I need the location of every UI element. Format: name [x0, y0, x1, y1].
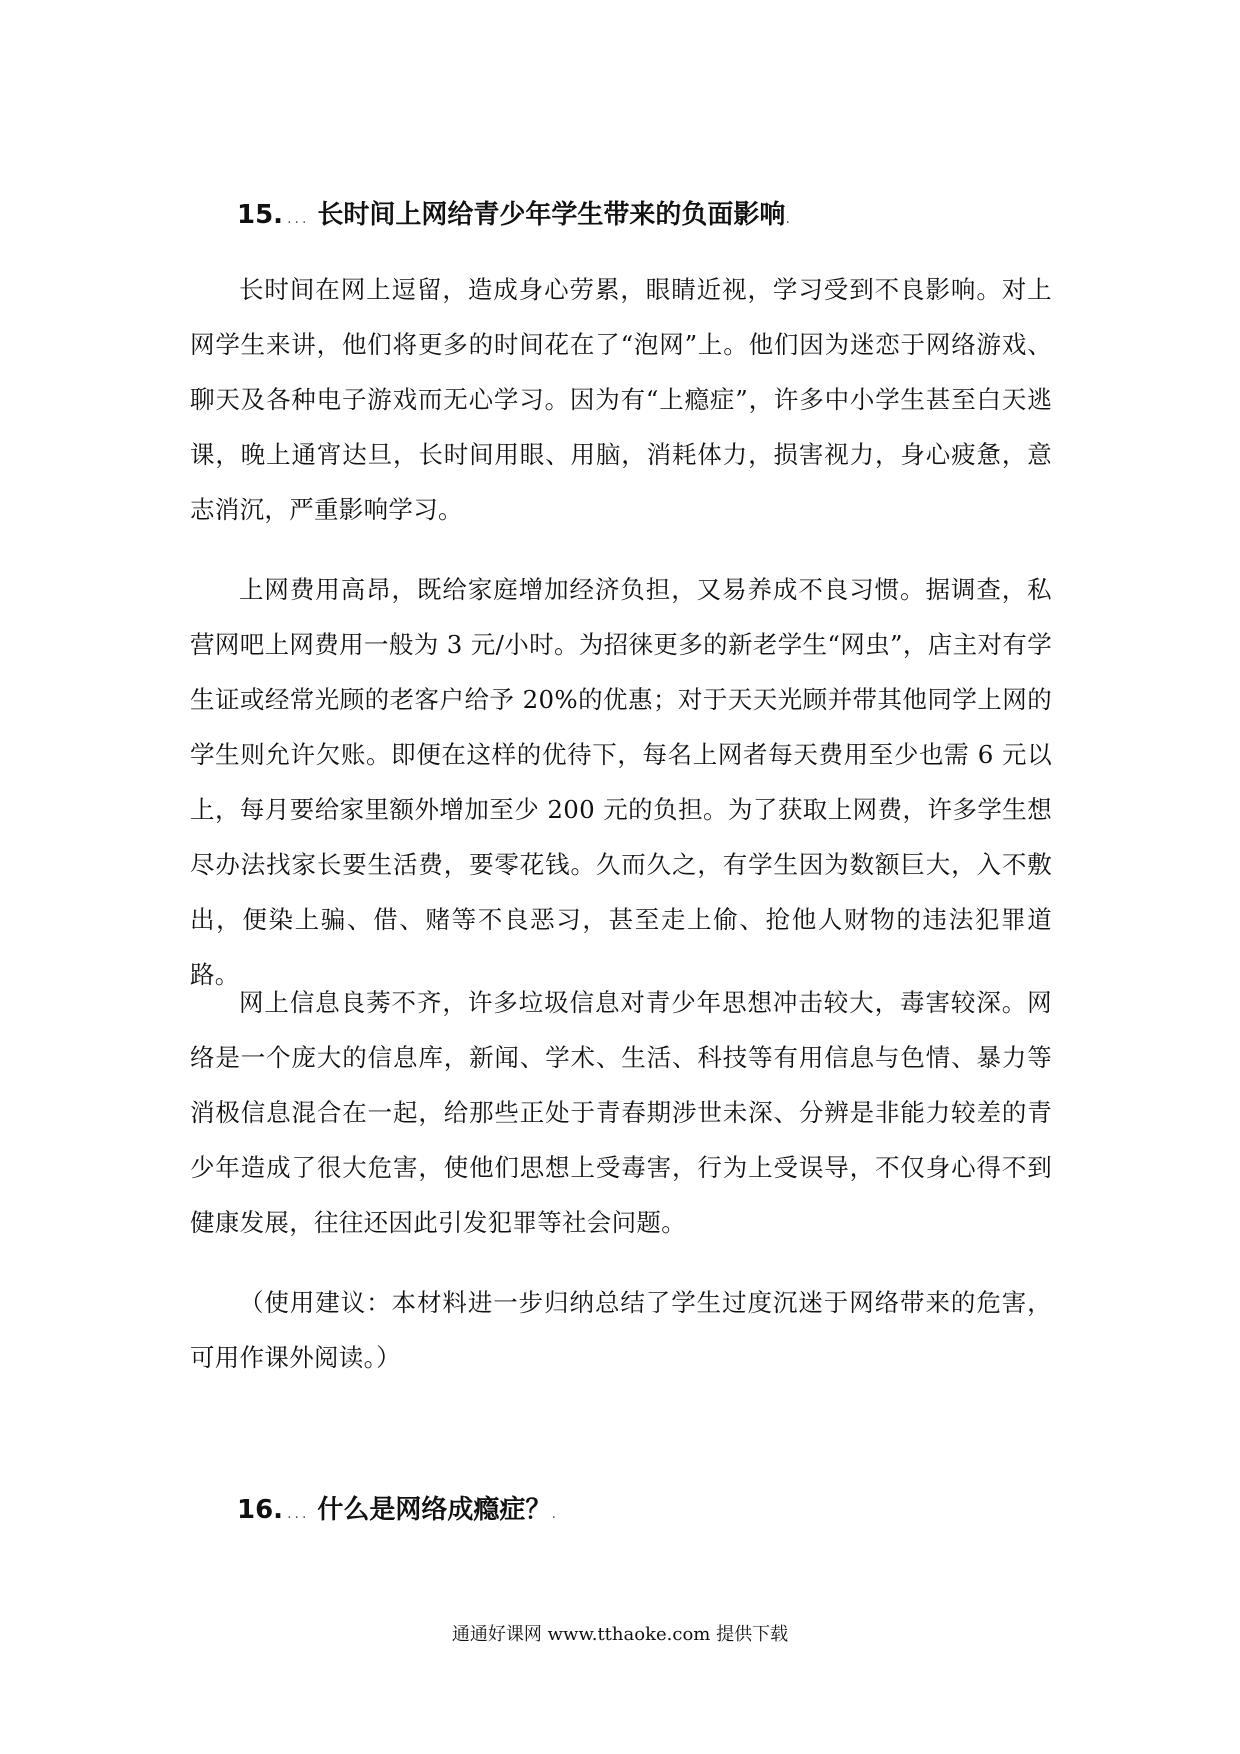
section-15-number: 15. [237, 200, 284, 230]
section-16-number: 16. [237, 1495, 284, 1525]
page-footer: 通通好课网 www.tthaoke.com 提供下载 [451, 1624, 789, 1645]
leader-dot: . [551, 1506, 556, 1522]
section-15-paragraph-3: 网上信息良莠不齐，许多垃圾信息对青少年思想冲击较大，毒害较深。网络是一个庞大的信息库，新闻、学术、生活、科技等有用信息与色情、暴力等消极信息混合在一起，给那些正处于青春期涉世未深、分辨是非能力较差的青少年造成了很大危害，使他们思想上受毒害，行为上受误导，不仅身心得不到健康发展，往往还因此引发犯罪等社会问题。 [190, 988, 1052, 1237]
leader-dots: ... [287, 1506, 310, 1522]
leader-dot: . [785, 211, 790, 227]
section-16-heading [237, 1493, 556, 1531]
section-15-paragraph-1: 长时间在网上逗留，造成身心劳累，眼睛近视，学习受到不良影响。对上网学生来讲，他们将更多的时间花在了“泡网”上。他们因为迷恋于网络游戏、聊天及各种电子游戏而无心学习。因为有“上瘾症”，许多中小学生甚至白天逃课，晚上通宵达旦，长时间用眼、用脑，消耗体力，损害视力，身心疲惫，意志消沉，严重影响学习。 [190, 275, 1052, 524]
leader-dots: ... [287, 211, 310, 227]
section-15-heading [237, 198, 790, 236]
section-15-paragraph-2: 上网费用高昂，既给家庭增加经济负担，又易养成不良习惯。据调查，私营网吧上网费用一般为 3 元/小时。为招徕更多的新老学生“网虫”，店主对有学生证或经常光顾的老客户给予 20%的优惠；对于天天光顾并带其他同学上网的学生则允许欠账。即便在这样的优待下，每名上网者每天费用至少也需 6 元以上，每月要给家里额外增加至少 200 元的负担。为了获取上网费，许多学生想尽办法找家长要生活费，要零花钱。久而久之，有学生因为数额巨大，入不敷出，便染上骗、借、赌等不良恶习，甚至走上偷、抢他人财物的违法犯罪道路。 [190, 575, 1052, 989]
section-15-title: 长时间上网给青少年学生带来的负面影响 [317, 200, 786, 230]
section-16-title: 什么是网络成瘾症？ [317, 1495, 552, 1525]
section-15-usage-note: （使用建议：本材料进一步归纳总结了学生过度沉迷于网络带来的危害，可用作课外阅读。） [190, 1288, 1052, 1372]
